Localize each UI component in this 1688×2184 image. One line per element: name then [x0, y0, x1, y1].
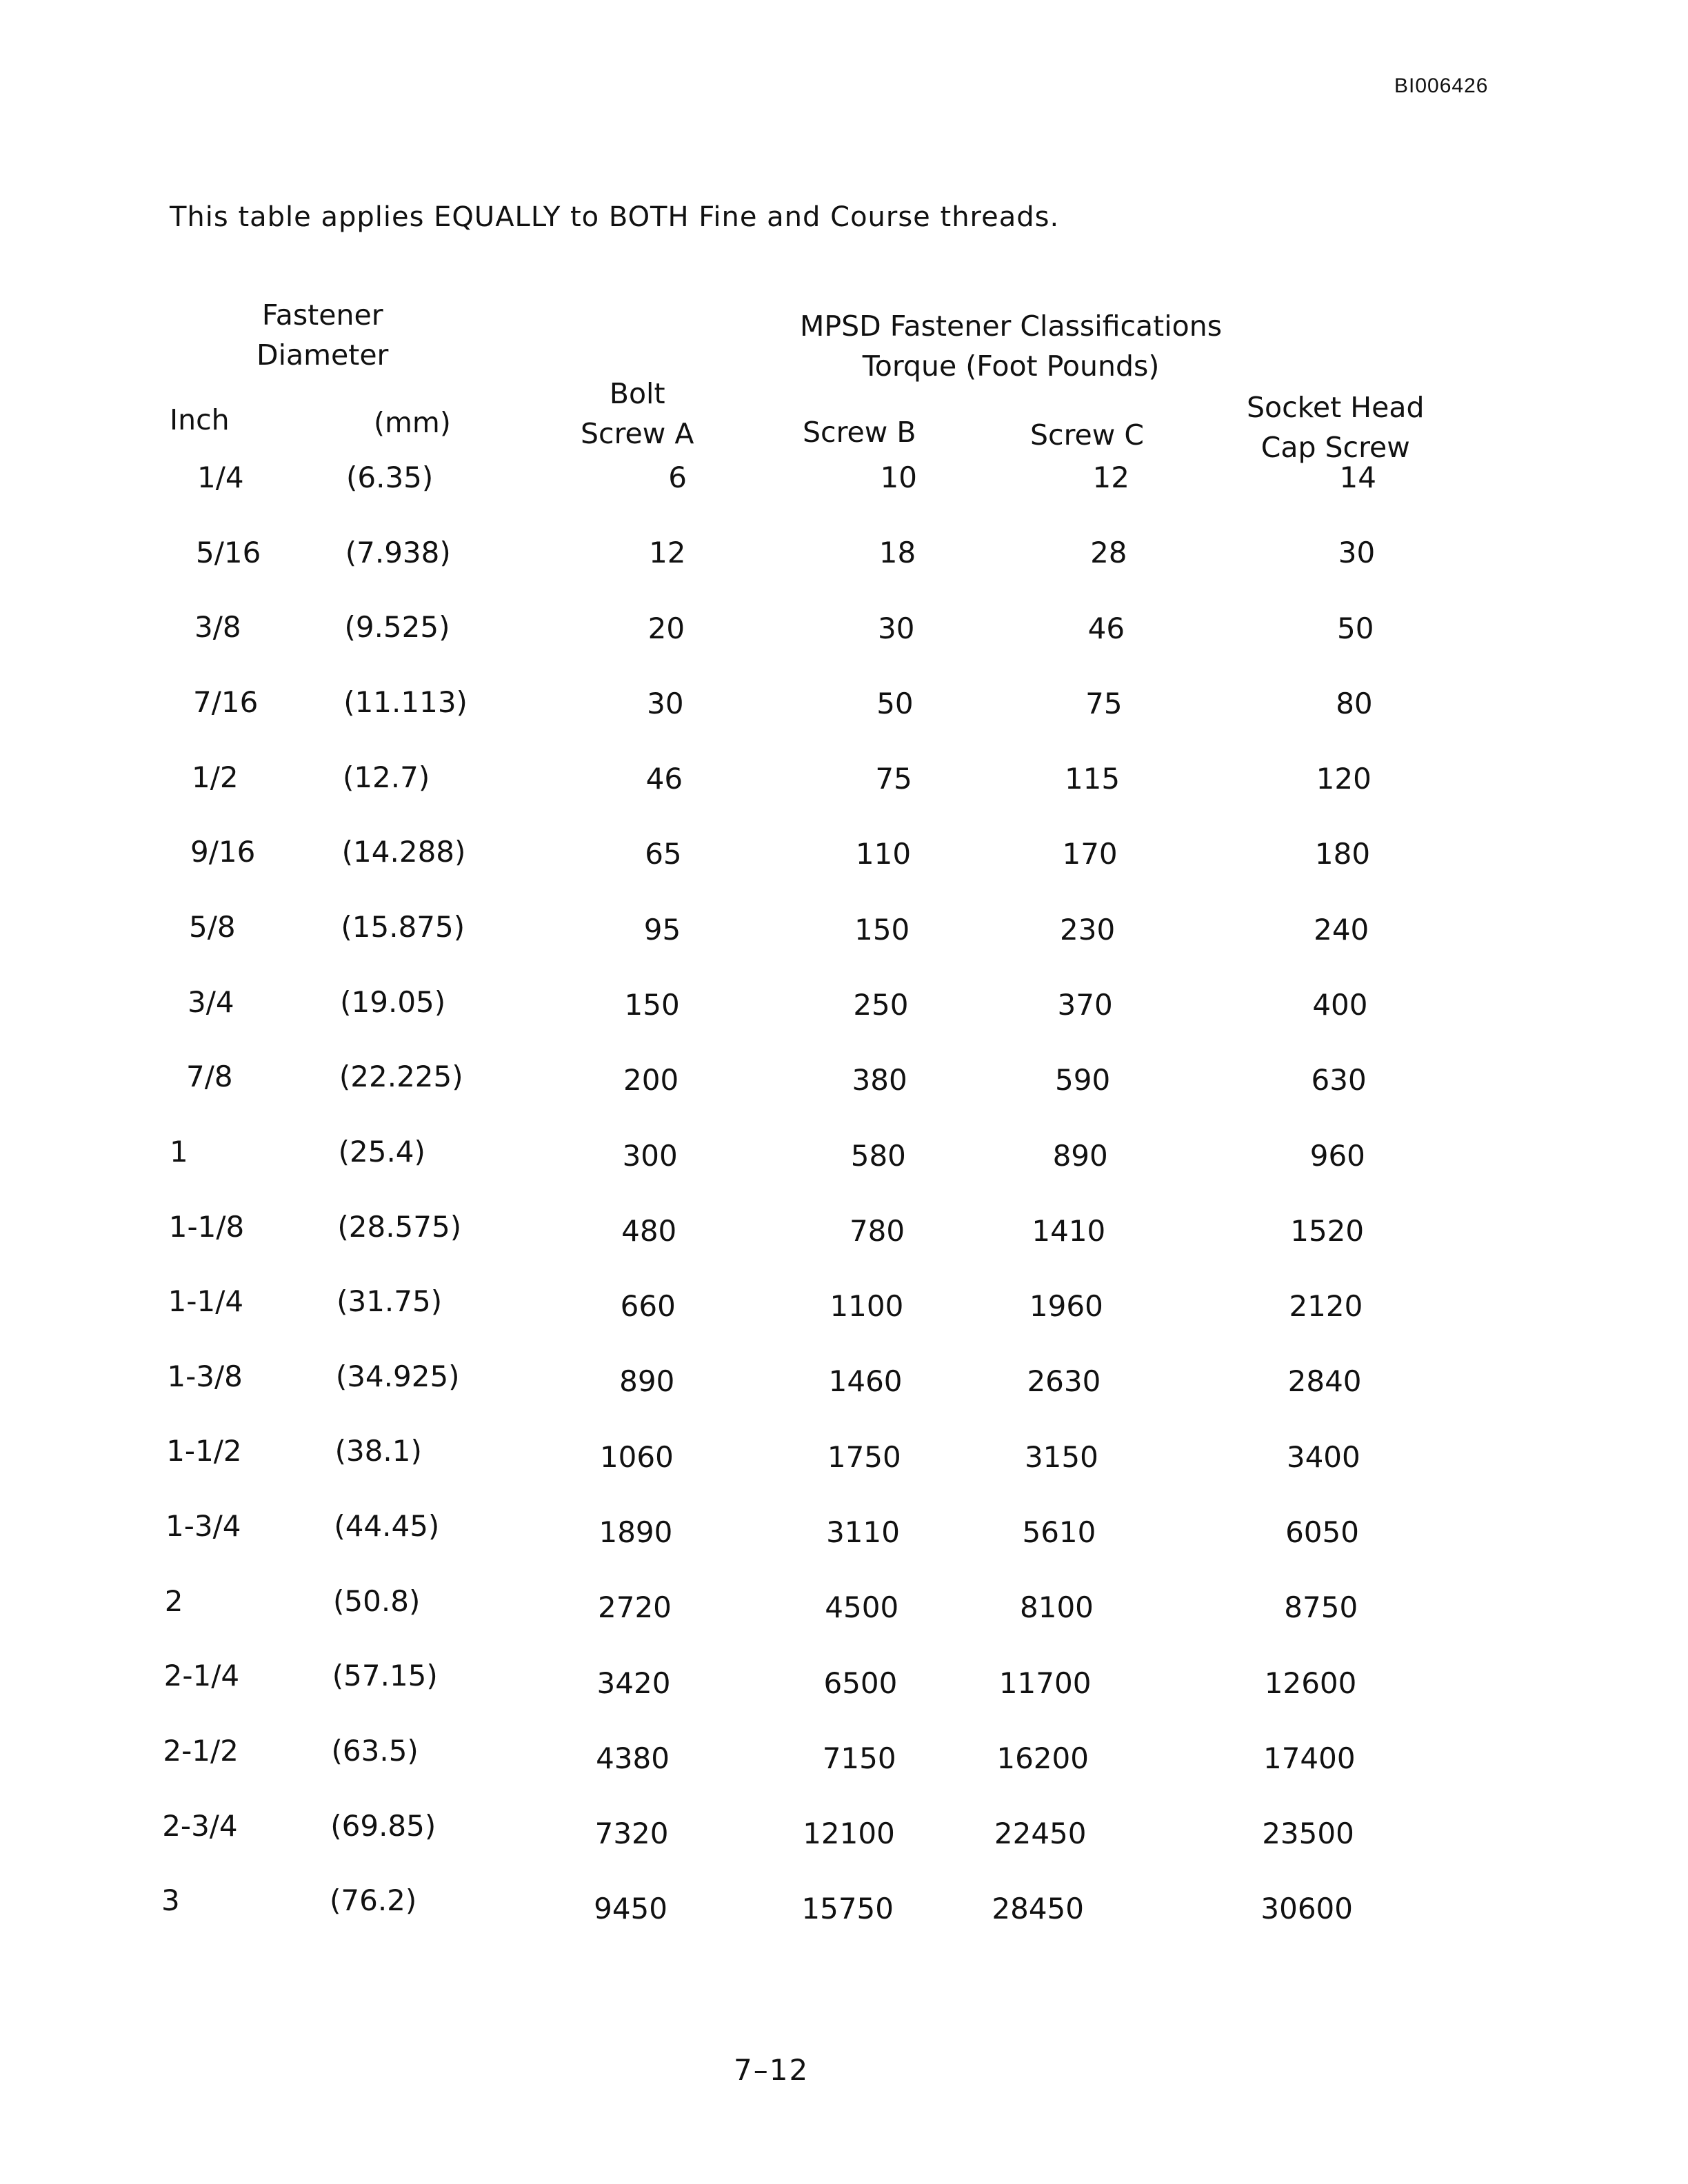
cell-screw-b: 6500 — [823, 1666, 898, 1700]
cell-screw-b: 780 — [849, 1213, 905, 1248]
table-row — [0, 835, 1688, 876]
table-row — [0, 1210, 1688, 1251]
cell-socket-head: 1520 — [1290, 1213, 1365, 1248]
table-row — [0, 910, 1688, 951]
cell-screw-c: 1960 — [1029, 1289, 1103, 1324]
cell-socket-head: 3400 — [1286, 1439, 1360, 1474]
cell-inch: 1-3/4 — [165, 1509, 241, 1544]
cell-socket-head: 120 — [1316, 762, 1372, 796]
cell-socket-head: 23500 — [1262, 1817, 1354, 1851]
cell-screw-b: 150 — [854, 912, 910, 947]
cell-screw-a: 9450 — [594, 1892, 667, 1926]
cell-socket-head: 630 — [1311, 1063, 1367, 1098]
cell-screw-c: 28 — [1090, 536, 1127, 570]
table-row — [0, 1060, 1688, 1101]
cell-screw-c: 75 — [1085, 686, 1123, 720]
cell-screw-a: 12 — [649, 536, 686, 570]
header-bolt-screw-a — [581, 374, 694, 454]
cell-screw-a: 7320 — [594, 1817, 669, 1851]
cell-socket-head: 30600 — [1260, 1892, 1353, 1926]
table-row — [0, 536, 1688, 577]
cell-screw-b: 15750 — [801, 1892, 894, 1926]
header-socket-line2: Cap Screw — [1260, 431, 1410, 464]
table-row — [0, 1284, 1688, 1326]
table-row — [0, 1734, 1688, 1775]
cell-mm: (12.7) — [342, 760, 430, 794]
cell-screw-a: 1060 — [599, 1439, 674, 1474]
cell-mm: (22.225) — [339, 1060, 463, 1094]
cell-inch: 5/8 — [189, 909, 236, 944]
cell-mm: (63.5) — [331, 1734, 419, 1768]
cell-screw-a: 4380 — [596, 1741, 670, 1775]
cell-socket-head: 2120 — [1289, 1289, 1363, 1324]
cell-socket-head: 400 — [1312, 987, 1368, 1022]
cell-screw-c: 3150 — [1024, 1439, 1098, 1474]
cell-screw-c: 1410 — [1032, 1213, 1106, 1248]
cell-screw-a: 2720 — [598, 1590, 672, 1625]
cell-screw-c: 170 — [1062, 837, 1118, 871]
cell-screw-b: 1460 — [828, 1364, 903, 1399]
header-group-line1: MPSD Fastener Classifications — [800, 310, 1223, 343]
cell-screw-c: 890 — [1052, 1138, 1108, 1173]
header-socket-head — [1247, 387, 1424, 467]
cell-screw-a: 150 — [624, 987, 680, 1022]
cell-screw-c: 370 — [1057, 987, 1113, 1022]
cell-mm: (6.35) — [346, 461, 434, 494]
cell-screw-a: 6 — [668, 461, 687, 494]
cell-screw-b: 7150 — [822, 1741, 896, 1775]
cell-mm: (34.925) — [335, 1359, 460, 1393]
cell-screw-a: 20 — [647, 611, 685, 645]
header-group-line2: Torque (Foot Pounds) — [862, 350, 1160, 383]
cell-mm: (25.4) — [338, 1134, 425, 1169]
cell-screw-b: 4500 — [825, 1590, 899, 1625]
cell-socket-head: 80 — [1336, 686, 1373, 720]
cell-screw-a: 480 — [621, 1213, 677, 1248]
table-row — [0, 1659, 1688, 1700]
cell-inch: 1-1/2 — [166, 1434, 242, 1468]
table-row — [0, 985, 1688, 1027]
cell-mm: (76.2) — [330, 1883, 417, 1918]
header-socket-line1: Socket Head — [1247, 391, 1425, 424]
cell-socket-head: 12600 — [1264, 1666, 1357, 1700]
table-row — [0, 1434, 1688, 1475]
cell-inch: 5/16 — [196, 535, 261, 569]
cell-inch: 1-1/4 — [168, 1284, 244, 1319]
cell-mm: (44.45) — [334, 1509, 440, 1544]
cell-screw-b: 18 — [878, 536, 916, 570]
cell-inch: 1 — [170, 1134, 188, 1169]
intro-text: This table applies EQUALLY to BOTH Fine and Course threads. — [170, 201, 1060, 233]
header-screw-c: Screw C — [1030, 418, 1144, 452]
cell-screw-b: 580 — [850, 1138, 906, 1173]
document-id: BI006426 — [1394, 74, 1489, 97]
cell-screw-b: 250 — [853, 987, 909, 1022]
cell-screw-c: 16200 — [996, 1741, 1089, 1775]
cell-screw-a: 95 — [643, 912, 681, 947]
table-row — [0, 1135, 1688, 1176]
cell-socket-head: 240 — [1314, 912, 1369, 947]
cell-screw-b: 75 — [875, 762, 912, 796]
cell-mm: (57.15) — [332, 1659, 438, 1693]
cell-socket-head: 30 — [1338, 536, 1376, 570]
header-group-title — [800, 306, 1222, 386]
table-row — [0, 685, 1688, 727]
cell-screw-c: 590 — [1055, 1063, 1111, 1098]
cell-inch: 7/16 — [193, 685, 259, 719]
cell-screw-a: 30 — [647, 686, 684, 720]
cell-screw-c: 115 — [1064, 762, 1121, 796]
cell-screw-a: 300 — [622, 1138, 678, 1173]
page-number: 7–12 — [734, 2053, 810, 2087]
table-row — [0, 760, 1688, 802]
table-row — [0, 1883, 1688, 1925]
cell-inch: 1/2 — [192, 760, 239, 794]
cell-screw-c: 11700 — [998, 1666, 1092, 1700]
cell-screw-c: 28450 — [992, 1892, 1084, 1926]
cell-screw-a: 46 — [645, 762, 683, 796]
cell-screw-b: 3110 — [826, 1515, 900, 1549]
cell-screw-a: 1890 — [599, 1515, 673, 1549]
cell-socket-head: 50 — [1336, 611, 1374, 645]
cell-socket-head: 8750 — [1284, 1590, 1358, 1625]
table-row — [0, 1584, 1688, 1626]
cell-inch: 1-1/8 — [168, 1209, 245, 1244]
cell-mm: (15.875) — [341, 909, 465, 944]
header-bolt-line2: Screw A — [581, 417, 694, 450]
cell-inch: 7/8 — [186, 1060, 233, 1094]
cell-inch: 2-1/2 — [163, 1734, 239, 1768]
cell-inch: 1-3/8 — [167, 1359, 243, 1393]
cell-screw-b: 50 — [876, 686, 914, 720]
cell-screw-b: 12100 — [803, 1817, 895, 1851]
header-screw-b: Screw B — [803, 416, 916, 449]
cell-screw-c: 12 — [1092, 461, 1129, 494]
cell-mm: (31.75) — [336, 1284, 443, 1319]
cell-socket-head: 960 — [1309, 1138, 1365, 1173]
cell-socket-head: 180 — [1314, 837, 1371, 871]
cell-screw-c: 2630 — [1027, 1364, 1101, 1399]
cell-screw-b: 1750 — [827, 1439, 901, 1474]
cell-mm: (9.525) — [344, 610, 450, 645]
table-row — [0, 1509, 1688, 1550]
header-fastener-line1: Fastener — [261, 299, 383, 332]
cell-inch: 9/16 — [190, 835, 256, 869]
cell-socket-head: 6050 — [1285, 1515, 1359, 1549]
cell-screw-c: 46 — [1087, 611, 1125, 645]
cell-screw-a: 890 — [619, 1364, 675, 1399]
cell-screw-c: 22450 — [994, 1817, 1087, 1851]
cell-inch: 3/8 — [194, 610, 241, 645]
cell-screw-a: 200 — [623, 1063, 679, 1098]
cell-mm: (11.113) — [343, 685, 468, 719]
cell-inch: 1/4 — [197, 461, 244, 494]
table-row — [0, 461, 1688, 502]
cell-screw-b: 110 — [855, 837, 912, 871]
cell-screw-a: 660 — [620, 1289, 676, 1324]
cell-mm: (38.1) — [334, 1434, 422, 1468]
cell-inch: 3/4 — [188, 984, 234, 1019]
cell-inch: 2 — [164, 1584, 183, 1618]
cell-mm: (69.85) — [330, 1808, 436, 1843]
cell-socket-head: 14 — [1339, 461, 1376, 494]
header-bolt-line1: Bolt — [609, 377, 665, 410]
table-row — [0, 1809, 1688, 1850]
cell-screw-b: 30 — [877, 611, 915, 645]
cell-inch: 3 — [161, 1883, 180, 1918]
cell-screw-c: 8100 — [1020, 1590, 1094, 1625]
cell-socket-head: 2840 — [1287, 1364, 1362, 1399]
header-fastener-line2: Diameter — [257, 338, 389, 372]
cell-mm: (7.938) — [345, 535, 451, 569]
cell-screw-c: 230 — [1060, 912, 1116, 947]
cell-screw-b: 1100 — [830, 1289, 904, 1324]
cell-mm: (50.8) — [333, 1584, 421, 1618]
table-row — [0, 610, 1688, 651]
cell-screw-a: 65 — [645, 837, 682, 871]
table-row — [0, 1359, 1688, 1401]
cell-inch: 2-1/4 — [163, 1659, 240, 1693]
cell-screw-b: 10 — [880, 461, 917, 494]
cell-screw-b: 380 — [852, 1063, 907, 1098]
cell-screw-a: 3420 — [596, 1666, 671, 1700]
header-mm: (mm) — [374, 406, 451, 439]
header-inch: Inch — [170, 403, 230, 436]
cell-mm: (14.288) — [341, 835, 466, 869]
cell-inch: 2-3/4 — [162, 1808, 238, 1843]
cell-mm: (28.575) — [337, 1209, 462, 1244]
cell-mm: (19.05) — [340, 984, 446, 1019]
header-fastener-diameter — [257, 295, 388, 375]
cell-socket-head: 17400 — [1263, 1741, 1356, 1775]
cell-screw-c: 5610 — [1022, 1515, 1096, 1549]
